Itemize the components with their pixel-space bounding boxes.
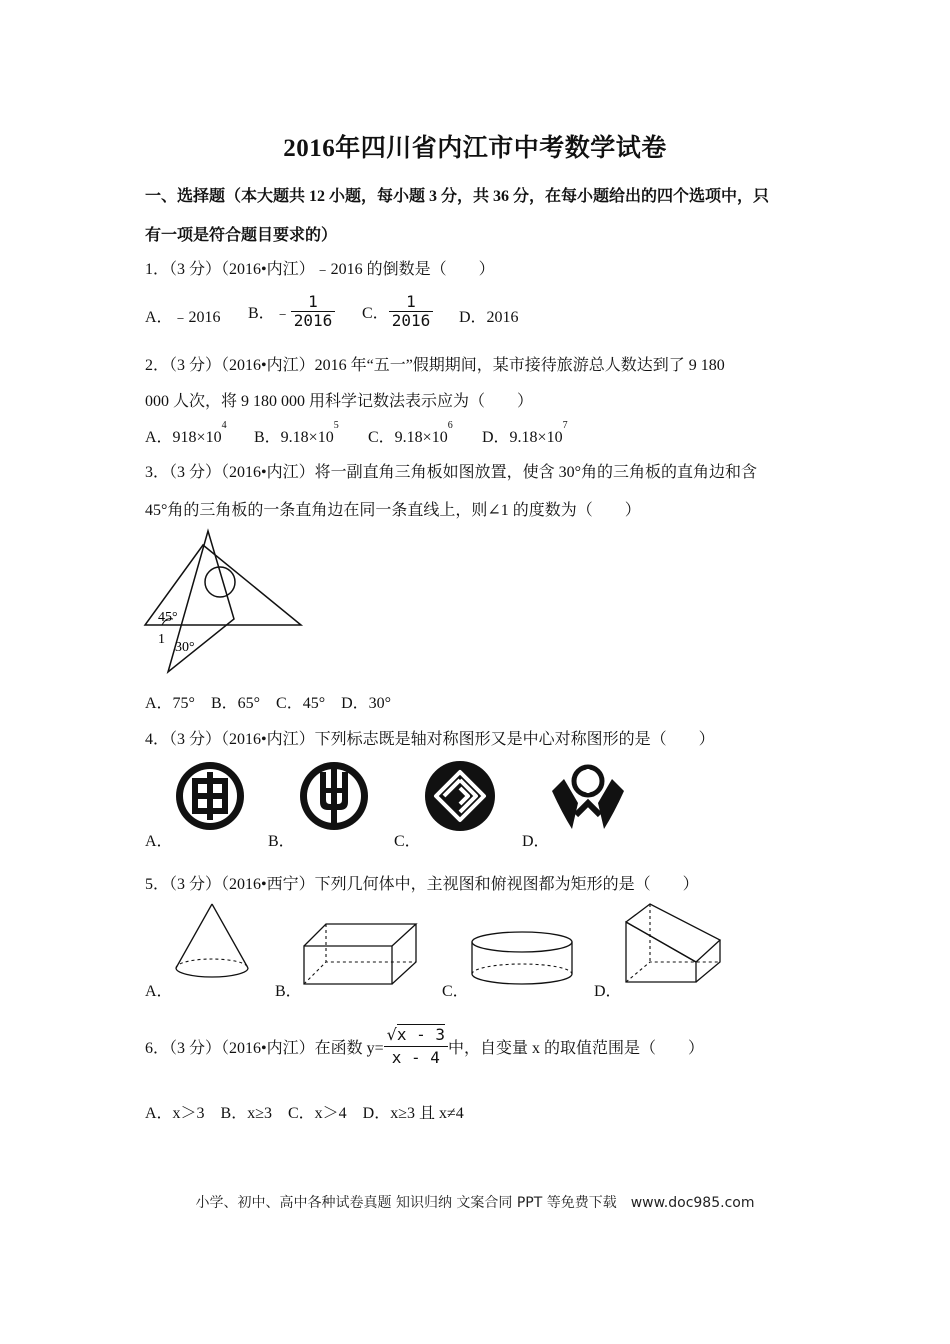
rural-credit-logo-icon: [548, 763, 628, 833]
q6-stem: [145, 1024, 704, 1069]
q2-d-text: D．9.18×10: [482, 429, 563, 446]
q1-b-denominator: 2016: [293, 311, 333, 330]
q1-option-b-label: B．﹣: [248, 305, 291, 322]
q2-a-text: A．918×10: [145, 429, 222, 446]
q2-c-exponent: 6: [447, 420, 453, 431]
cuboid-figure: [300, 918, 420, 988]
triangular-prism-figure: [620, 900, 724, 990]
q2-b-exponent: 5: [333, 420, 339, 431]
q1-option-c: [362, 293, 433, 330]
q2-d-exponent: 7: [562, 420, 568, 431]
q1-b-numerator: 1: [291, 293, 336, 312]
china-mobile-logo-icon: [422, 758, 498, 834]
q3-stem-line2: 45°角的三角板的一条直角边在同一条直线上，则∠1 的度数为（ ）: [145, 502, 641, 519]
q1-option-d: D．2016: [459, 309, 519, 326]
q2-option-d: [482, 420, 568, 447]
q6-fraction: [384, 1024, 448, 1069]
q2-option-b: [254, 420, 339, 447]
q6-radicand: x - 3: [396, 1025, 446, 1044]
q1-option-c-label: C．: [362, 305, 389, 322]
q6-stem-prefix: 6．（3 分）（2016•内江）在函数 y=: [145, 1040, 384, 1057]
cone-figure: [170, 900, 254, 990]
q2-stem-line1: 2．（3 分）（2016•内江）2016 年“五一”假期期间，某市接待旅游总人数达到了 9 180: [145, 357, 725, 374]
q4-option-b: B．: [268, 833, 295, 850]
q2-option-c: [368, 420, 453, 447]
q3-label-45: 45°: [158, 610, 178, 625]
q3-triangles-figure: [140, 525, 310, 677]
q3-options: A．75° B．65° C．45° D．30°: [145, 695, 392, 712]
cylinder-figure: [468, 928, 576, 988]
q3-label-30: 30°: [175, 640, 195, 655]
q5-option-a: A．: [145, 983, 173, 1000]
q1-stem: 1．（3 分）（2016•内江）﹣2016 的倒数是（ ）: [145, 261, 495, 278]
section-heading-line1: 一、选择题（本大题共 12 小题，每小题 3 分，共 36 分，在每小题给出的四个选项中，只: [145, 188, 770, 205]
q6-numerator: [384, 1024, 448, 1047]
q1-option-b-fraction: [291, 293, 336, 330]
q4-option-c: C．: [394, 833, 421, 850]
q5-option-d: D．: [594, 983, 622, 1000]
icbc-logo-icon: [172, 758, 248, 834]
q5-option-c: C．: [442, 983, 469, 1000]
section-heading-line2: 有一项是符合题目要求的）: [145, 227, 338, 244]
q2-b-text: B．9.18×10: [254, 429, 334, 446]
q6-denominator: x - 4: [391, 1048, 440, 1067]
q2-option-a: [145, 420, 227, 447]
q1-option-b: [248, 293, 335, 330]
q6-stem-suffix: 中，自变量 x 的取值范围是（ ）: [448, 1040, 705, 1057]
q4-stem: 4．（3 分）（2016•内江）下列标志既是轴对称图形又是中心对称图形的是（ ）: [145, 731, 715, 748]
q2-c-text: C．9.18×10: [368, 429, 448, 446]
q4-option-d: D．: [522, 833, 550, 850]
q3-stem-line1: 3．（3 分）（2016•内江）将一副直角三角板如图放置，使含 30°角的三角板的直角边和含: [145, 464, 758, 481]
q2-stem-line2: 000 人次，将 9 180 000 用科学记数法表示应为（ ）: [145, 393, 534, 410]
q5-stem: 5．（3 分）（2016•西宁）下列几何体中，主视图和俯视图都为矩形的是（ ）: [145, 876, 699, 893]
abc-bank-logo-icon: [296, 758, 372, 834]
q1-c-numerator: 1: [389, 293, 434, 312]
sqrt-icon: √: [386, 1025, 397, 1044]
q4-option-a: A．: [145, 833, 173, 850]
q1-option-c-fraction: [389, 293, 434, 330]
q3-label-1: 1: [158, 632, 165, 647]
q2-a-exponent: 4: [221, 420, 227, 431]
page-footer: 小学、初中、高中各种试卷真题 知识归纳 文案合同 PPT 等免费下载 www.doc985.com: [195, 1195, 755, 1211]
q1-c-denominator: 2016: [391, 311, 431, 330]
page-title: 2016年四川省内江市中考数学试卷: [283, 135, 667, 162]
q5-option-b: B．: [275, 983, 302, 1000]
q1-option-a: A．﹣2016: [145, 309, 221, 326]
q6-options: A．x＞3 B．x≥3 C．x＞4 D．x≥3 且 x≠4: [145, 1105, 464, 1122]
